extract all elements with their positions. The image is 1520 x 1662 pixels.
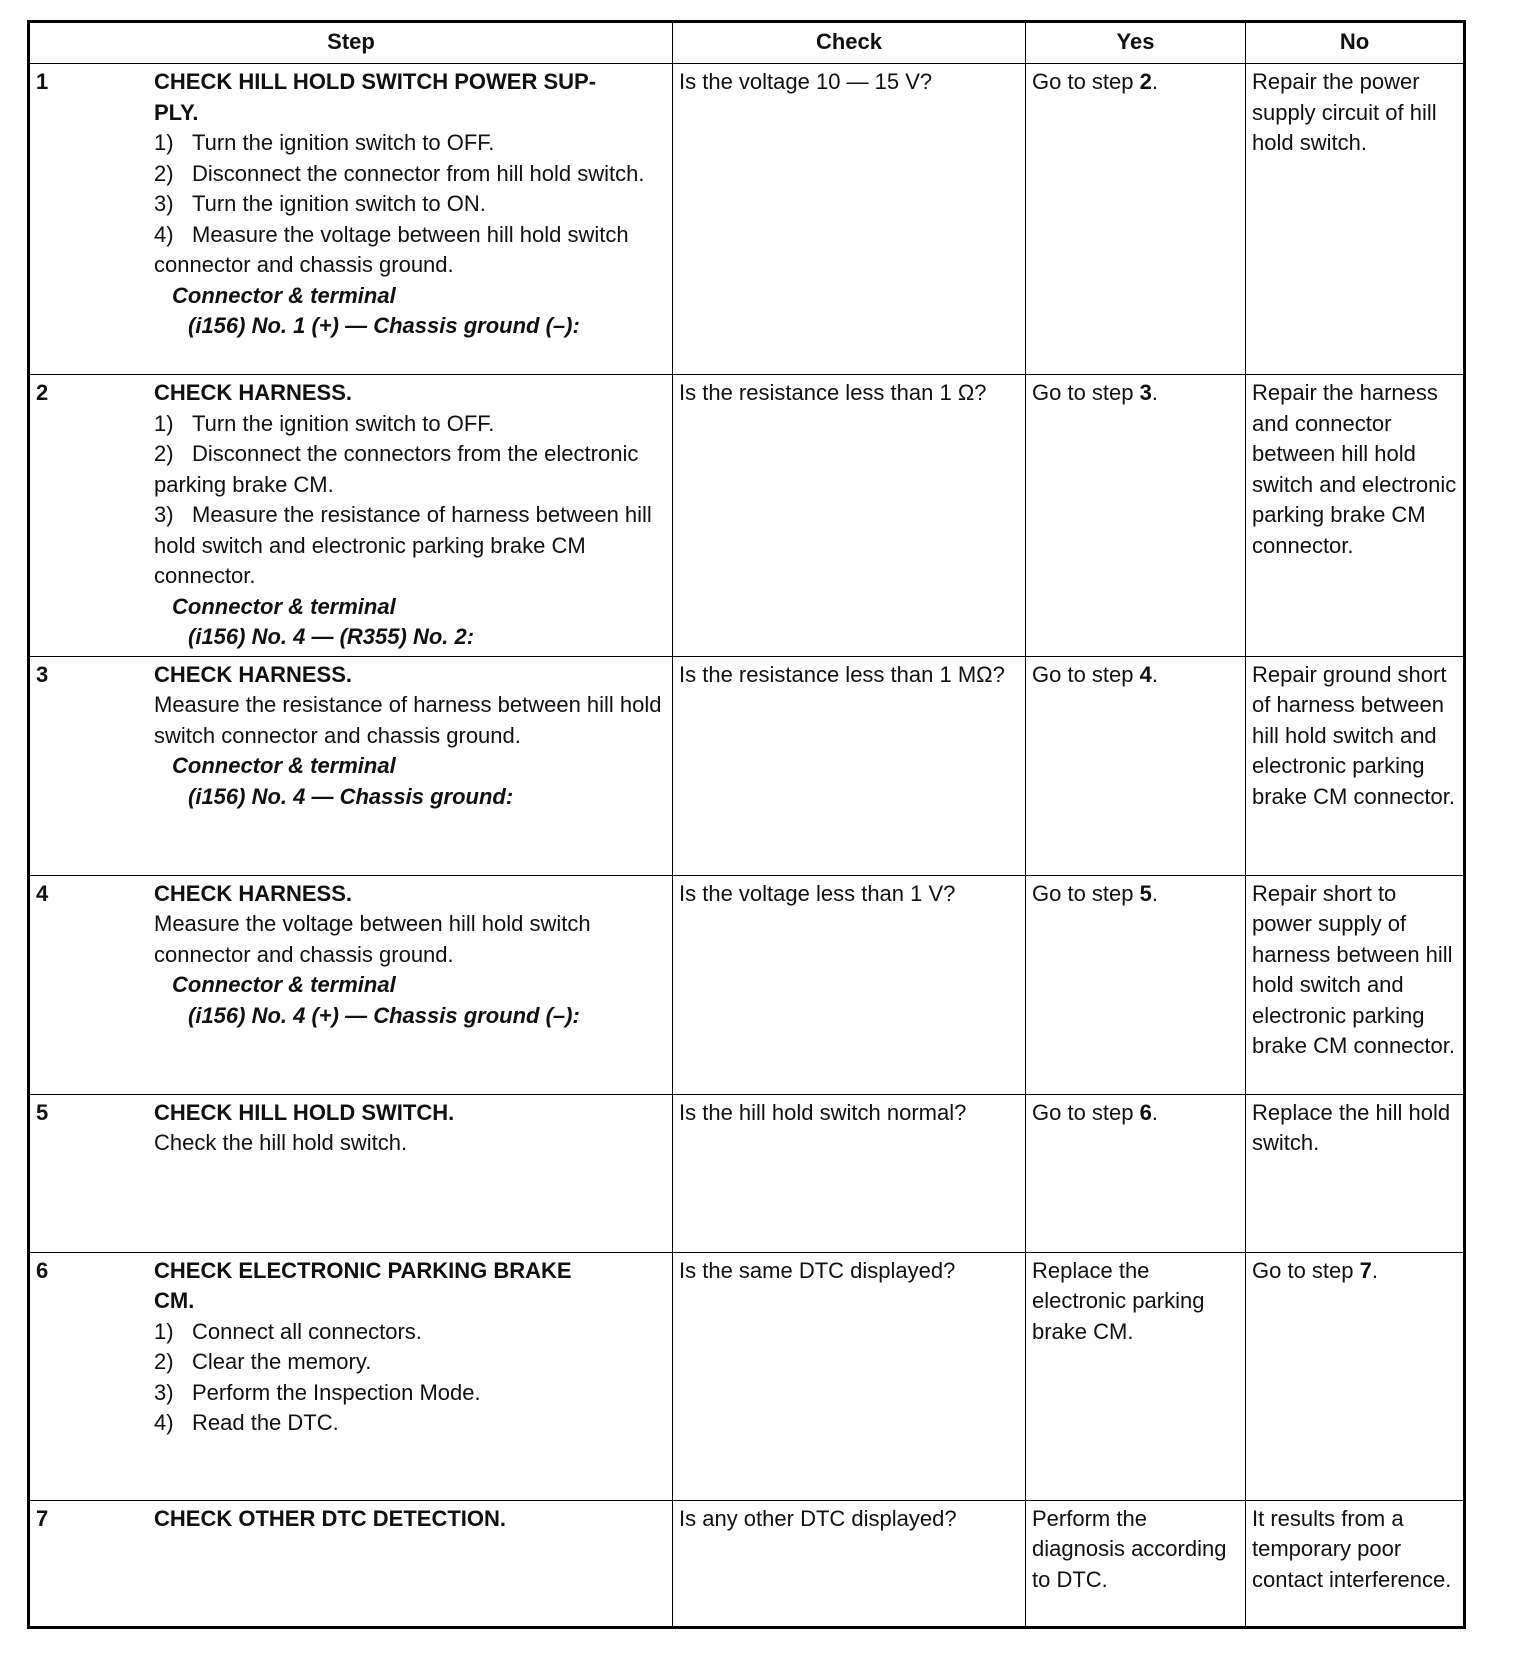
table-row: [29, 656, 1465, 875]
substep: [154, 1347, 662, 1378]
connector-terminal-value: (i156) No. 4 — Chassis ground:: [188, 783, 514, 809]
header-step: Step: [29, 22, 673, 64]
header-yes: Yes: [1026, 22, 1246, 64]
substep-text: Measure the resistance of harness between hill hold switch and electronic parking brake CM connector.: [154, 502, 652, 588]
yes-step-ref: 2: [1139, 69, 1152, 94]
step-cell: [29, 1094, 673, 1252]
step-cell: [29, 375, 673, 657]
substep-text: Disconnect the connectors from the electronic parking brake CM.: [154, 441, 639, 497]
step-number: 2: [36, 380, 49, 405]
step-cell: [29, 1252, 673, 1500]
yes-text: Go to step: [1032, 1099, 1140, 1125]
header-check: Check: [673, 22, 1026, 64]
connector-terminal-value: (i156) No. 1 (+) — Chassis ground (–):: [188, 313, 580, 338]
no-step-ref: 7: [1359, 1257, 1372, 1283]
connector-terminal-label: Connector & terminal: [172, 972, 396, 997]
substep-number: 3): [154, 1379, 174, 1405]
substep: [154, 159, 662, 190]
substep: [154, 439, 662, 500]
step-cell: [29, 875, 673, 1094]
substep-text: Turn the ignition switch to OFF.: [192, 410, 495, 436]
substep-text: Connect all connectors.: [192, 1318, 422, 1344]
substep: [154, 500, 662, 592]
check-cell: Is the same DTC displayed?: [673, 1252, 1026, 1500]
step-number: 4: [36, 880, 49, 906]
step-number: 3: [36, 661, 49, 687]
substep: [154, 128, 662, 159]
yes-cell: [1026, 64, 1246, 375]
step-text: Measure the voltage between hill hold switch connector and chassis ground.: [154, 911, 591, 967]
step-number: 6: [36, 1257, 49, 1283]
substep-number: 2): [154, 160, 174, 186]
step-title: CHECK ELECTRONIC PARKING BRAKE: [154, 1257, 572, 1283]
substep: [154, 409, 662, 440]
yes-cell: [1026, 875, 1246, 1094]
step-title: CHECK OTHER DTC DETECTION.: [154, 1505, 506, 1531]
check-cell: Is the hill hold switch normal?: [673, 1094, 1026, 1252]
substep-text: Disconnect the connector from hill hold switch.: [192, 160, 645, 186]
substep-number: 3): [154, 502, 174, 527]
substep-text: Perform the Inspection Mode.: [192, 1379, 481, 1405]
no-cell: Repair short to power supply of harness between hill hold switch and electronic parking brake CM connector.: [1246, 875, 1465, 1094]
substep-number: 1): [154, 1318, 174, 1344]
substep-number: 1): [154, 130, 174, 155]
no-cell: Replace the hill hold switch.: [1246, 1094, 1465, 1252]
connector-terminal-label: Connector & terminal: [172, 282, 396, 308]
substep: [154, 1378, 662, 1409]
no-cell: [1246, 1252, 1465, 1500]
yes-period: .: [1151, 69, 1158, 94]
table-row: [29, 64, 1465, 375]
step-cell: [29, 1500, 673, 1627]
yes-cell: [1026, 375, 1246, 657]
substep: [154, 1317, 662, 1348]
substep-number: 2): [154, 1349, 174, 1374]
yes-text: Go to step: [1032, 661, 1140, 687]
no-cell: Repair the harness and connector between hill hold switch and electronic parking brake CM connector.: [1246, 375, 1465, 657]
check-cell: Is the voltage less than 1 V?: [673, 875, 1026, 1094]
yes-period: .: [1151, 661, 1158, 687]
yes-text: Go to step: [1032, 380, 1140, 405]
substep-text: Clear the memory.: [192, 1349, 372, 1374]
substep-number: 4): [154, 1410, 174, 1435]
no-cell: Repair ground short of harness between hill hold switch and electronic parking brake CM connector.: [1246, 656, 1465, 875]
yes-cell: Replace the electronic parking brake CM.: [1026, 1252, 1246, 1500]
step-title-cont: PLY.: [154, 99, 199, 125]
no-period: .: [1371, 1257, 1378, 1283]
yes-cell: [1026, 656, 1246, 875]
step-title: CHECK HARNESS.: [154, 880, 353, 906]
check-cell: Is the voltage 10 — 15 V?: [673, 64, 1026, 375]
step-number: 5: [36, 1099, 49, 1125]
step-number: 1: [36, 69, 49, 94]
yes-step-ref: 6: [1139, 1099, 1152, 1125]
no-cell: It results from a temporary poor contact interference.: [1246, 1500, 1465, 1627]
substep: [154, 189, 662, 220]
substep: [154, 1408, 662, 1439]
table-row: [29, 1094, 1465, 1252]
table-row: [29, 375, 1465, 657]
table-row: [29, 1500, 1465, 1627]
step-title: CHECK HARNESS.: [154, 380, 353, 405]
substep: [154, 220, 662, 281]
connector-terminal-label: Connector & terminal: [172, 593, 396, 619]
header-row: [29, 22, 1465, 64]
table-row: [29, 875, 1465, 1094]
connector-terminal-value: (i156) No. 4 — (R355) No. 2:: [188, 624, 475, 649]
substep-text: Turn the ignition switch to ON.: [192, 191, 486, 216]
substep-text: Turn the ignition switch to OFF.: [192, 130, 495, 155]
step-title-cont: CM.: [154, 1288, 195, 1313]
step-title: CHECK HILL HOLD SWITCH POWER SUP-: [154, 69, 597, 94]
step-cell: [29, 64, 673, 375]
substep-text: Measure the voltage between hill hold switch connector and chassis ground.: [154, 221, 629, 277]
step-number: 7: [36, 1505, 49, 1531]
no-cell: Repair the power supply circuit of hill hold switch.: [1246, 64, 1465, 375]
connector-terminal-label: Connector & terminal: [172, 753, 396, 778]
yes-period: .: [1151, 380, 1158, 405]
substep-number: 2): [154, 441, 174, 466]
yes-period: .: [1151, 880, 1158, 906]
yes-text: Go to step: [1032, 880, 1140, 906]
yes-text: Go to step: [1032, 69, 1140, 94]
step-title: CHECK HILL HOLD SWITCH.: [154, 1099, 455, 1125]
substep-text: Read the DTC.: [192, 1410, 339, 1435]
substep-number: 1): [154, 410, 174, 436]
step-title: CHECK HARNESS.: [154, 661, 353, 687]
yes-cell: Perform the diagnosis according to DTC.: [1026, 1500, 1246, 1627]
check-cell: Is the resistance less than 1 Ω?: [673, 375, 1026, 657]
step-text: Measure the resistance of harness between hill hold switch connector and chassis ground.: [154, 692, 662, 748]
header-no: No: [1246, 22, 1465, 64]
yes-step-ref: 3: [1139, 380, 1152, 405]
table-row: [29, 1252, 1465, 1500]
check-cell: Is the resistance less than 1 MΩ?: [673, 656, 1026, 875]
step-text: Check the hill hold switch.: [154, 1130, 408, 1155]
substep-number: 4): [154, 221, 174, 247]
yes-step-ref: 4: [1139, 661, 1152, 687]
yes-cell: [1026, 1094, 1246, 1252]
connector-terminal-value: (i156) No. 4 (+) — Chassis ground (–):: [188, 1002, 580, 1028]
diagnostic-table: [27, 20, 1466, 1629]
no-text: Go to step: [1252, 1257, 1360, 1283]
step-cell: [29, 656, 673, 875]
substep-number: 3): [154, 191, 174, 216]
yes-step-ref: 5: [1139, 880, 1152, 906]
yes-period: .: [1151, 1099, 1158, 1125]
check-cell: Is any other DTC displayed?: [673, 1500, 1026, 1627]
